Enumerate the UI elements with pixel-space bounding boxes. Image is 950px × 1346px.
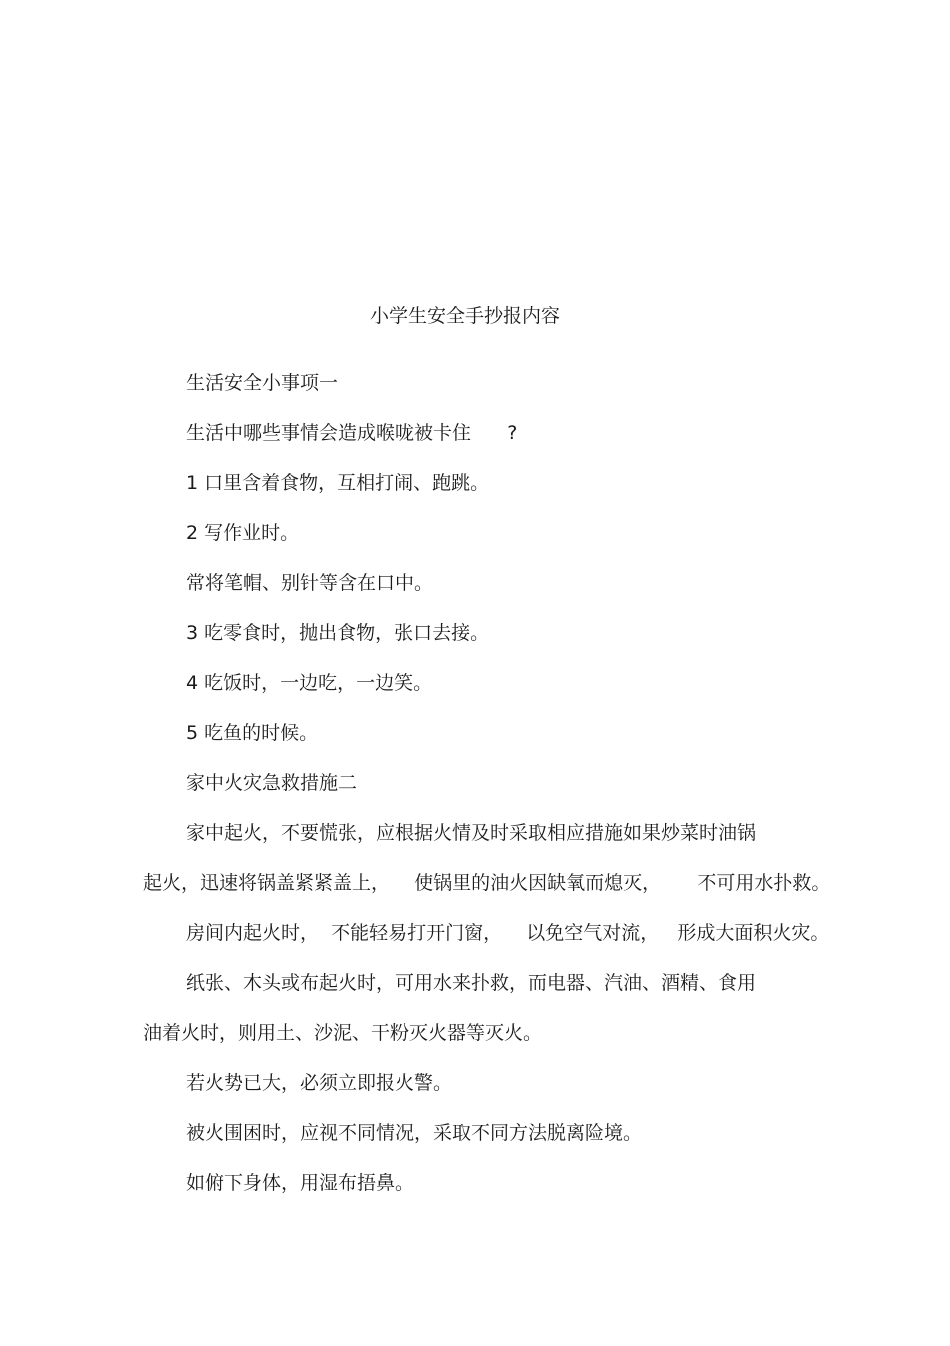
- paragraph-line: 生活中哪些事情会造成喉咙被卡住 ?: [186, 422, 518, 444]
- list-item: 5 吃鱼的时候。: [186, 722, 319, 744]
- list-item: 1 口里含着食物，互相打闹、跑跳。: [186, 472, 490, 494]
- paragraph-line: 油着火时，则用土、沙泥、干粉灭火器等灭火。: [143, 1022, 543, 1044]
- list-item: 4 吃饭时，一边吃，一边笑。: [186, 672, 433, 694]
- section-heading: 家中火灾急救措施二: [186, 772, 358, 794]
- paragraph-line: 常将笔帽、别针等含在口中。: [186, 572, 434, 594]
- section-heading: 生活安全小事项一: [186, 372, 339, 394]
- list-item: 3 吃零食时，抛出食物，张口去接。: [186, 622, 490, 644]
- paragraph-line: 纸张、木头或布起火时，可用水来扑救，而电器、汽油、酒精、食用: [186, 972, 757, 994]
- page-title: 小学生安全手抄报内容: [369, 305, 560, 327]
- paragraph-line: 被火围困时，应视不同情况，采取不同方法脱离险境。: [186, 1122, 643, 1144]
- paragraph-line: 若火势已大，必须立即报火警。: [186, 1072, 453, 1094]
- paragraph-line: 如俯下身体，用湿布捂鼻。: [186, 1172, 415, 1194]
- paragraph-line: 家中起火，不要慌张，应根据火情及时采取相应措施如果炒菜时油锅: [186, 822, 757, 844]
- paragraph-line: 房间内起火时， 不能轻易打开门窗， 以免空气对流， 形成大面积火灾。: [186, 922, 830, 944]
- list-item: 2 写作业时。: [186, 522, 300, 544]
- paragraph-line: 起火，迅速将锅盖紧紧盖上， 使锅里的油火因缺氧而熄灭， 不可用水扑救。: [143, 872, 831, 894]
